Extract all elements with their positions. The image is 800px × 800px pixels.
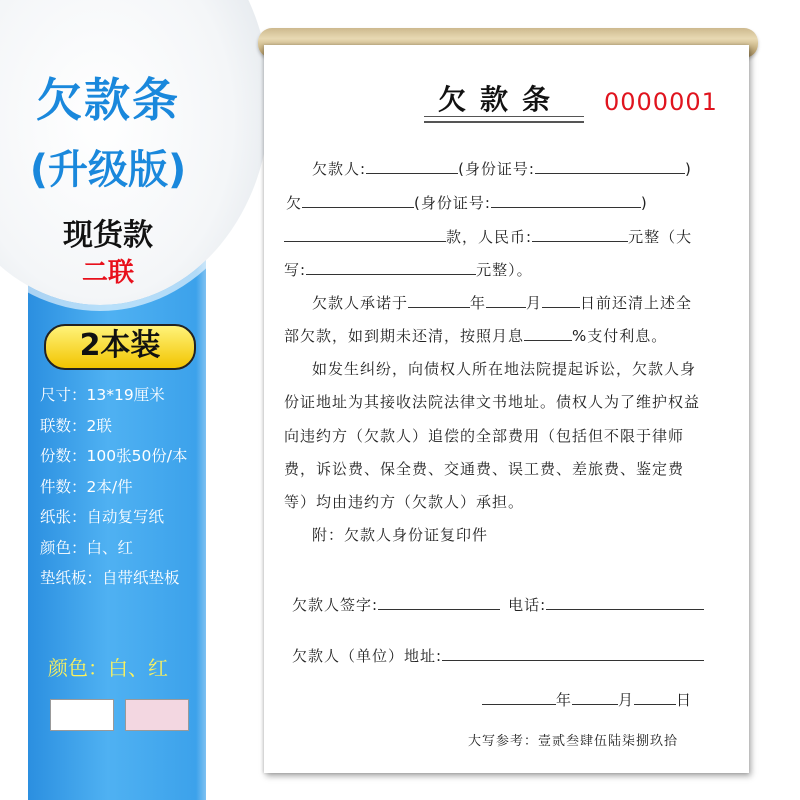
phone-label: 电话: (508, 596, 547, 614)
interest-line (284, 325, 667, 346)
creditor-id-blank (491, 193, 641, 208)
owe-label: 欠 (286, 194, 303, 212)
phone-blank (546, 595, 704, 610)
interest-rate-blank (524, 326, 572, 341)
dispute-line-2: 份证地址为其接收法院法律文书地址。债权人为了维护权益 (284, 393, 701, 411)
spec-paper: 纸张：自动复写纸 (40, 508, 165, 526)
amount-line (284, 226, 692, 247)
year-label: 年 (470, 294, 487, 312)
white-color-swatch (50, 699, 114, 731)
capital-label: 写: (284, 261, 307, 279)
dispute-line-4: 费，诉讼费、保全费、交通费、误工费、差旅费、鉴定费 (284, 460, 685, 478)
promise-line (312, 292, 692, 313)
close-paren: ) (640, 194, 648, 212)
stock-label: 现货款 (63, 218, 153, 253)
sign-year-blank (482, 690, 556, 705)
signature-line (292, 594, 704, 615)
sign-day-blank (634, 690, 676, 705)
debtor-name-blank (366, 159, 458, 174)
month-blank (486, 293, 526, 308)
title-underline-double (424, 121, 584, 123)
capital-reference-note: 大写参考：壹贰叁肆伍陆柒捌玖拾 (468, 734, 679, 749)
capital-line (284, 259, 533, 280)
close-paren: ) (684, 160, 692, 178)
copies-label: 二联 (81, 258, 134, 288)
month-label: 月 (526, 294, 543, 312)
debtor-line (312, 158, 692, 179)
spec-list (40, 380, 210, 594)
interest-text: 部欠款，如到期未还清，按照月息 (284, 327, 525, 345)
date-line (482, 689, 692, 710)
title-underline (424, 116, 584, 117)
spec-pieces: 件数：2本/件 (40, 477, 133, 496)
yuan-label: 元整（大 (628, 228, 693, 246)
amount-blank (284, 227, 446, 242)
capital-yuan-label: 元整）。 (476, 261, 533, 279)
spec-parts: 联数：2联 (40, 416, 112, 435)
dispute-line-3: 向违约方（欠款人）追偿的全部费用（包括但不限于律师 (284, 427, 685, 445)
amount-label: 款，人民币: (446, 228, 533, 246)
attachment-note: 附：欠款人身份证复印件 (312, 526, 489, 544)
signature-label: 欠款人签字: (292, 596, 379, 614)
id-label-1: (身份证号: (458, 160, 535, 178)
id-label-2: (身份证号: (414, 194, 491, 212)
interest-text-end: %支付利息。 (572, 327, 668, 345)
document-number: 0000001 (604, 88, 718, 116)
spec-count: 份数：100张50份/本 (40, 447, 188, 465)
sign-month-label: 月 (618, 691, 635, 709)
creditor-name-blank (302, 193, 414, 208)
spec-size: 尺寸：13*19厘米 (40, 386, 165, 404)
address-label: 欠款人（单位）地址: (292, 647, 443, 665)
year-blank (408, 293, 470, 308)
day-blank (542, 293, 580, 308)
signature-blank (378, 595, 500, 610)
dispute-line-5: 等）均由违约方（欠款人）承担。 (284, 493, 525, 511)
spec-backing: 垫纸板：自带纸垫板 (40, 569, 180, 587)
sign-year-label: 年 (556, 691, 573, 709)
spec-color: 颜色：白、红 (40, 538, 134, 557)
color-title: 颜色：白、红 (48, 656, 168, 680)
debtor-label: 欠款人: (312, 160, 367, 178)
day-label: 日前还清上述全 (580, 294, 693, 312)
creditor-line (286, 192, 648, 213)
address-blank (442, 646, 704, 661)
document-title: 欠款条 (438, 83, 565, 116)
sign-month-blank (572, 690, 618, 705)
product-subtitle: (升级版) (29, 147, 187, 193)
promise-text: 欠款人承诺于 (312, 294, 409, 312)
address-line (292, 645, 704, 666)
product-title: 欠款条 (36, 73, 180, 127)
capital-amount-blank (306, 260, 476, 275)
rmb-blank (532, 227, 628, 242)
sign-day-label: 日 (676, 691, 693, 709)
pack-badge: 2本装 (44, 324, 196, 370)
debtor-id-blank (535, 159, 685, 174)
pink-color-swatch (125, 699, 189, 731)
dispute-line-1: 如发生纠纷，向债权人所在地法院提起诉讼，欠款人身 (312, 360, 697, 378)
